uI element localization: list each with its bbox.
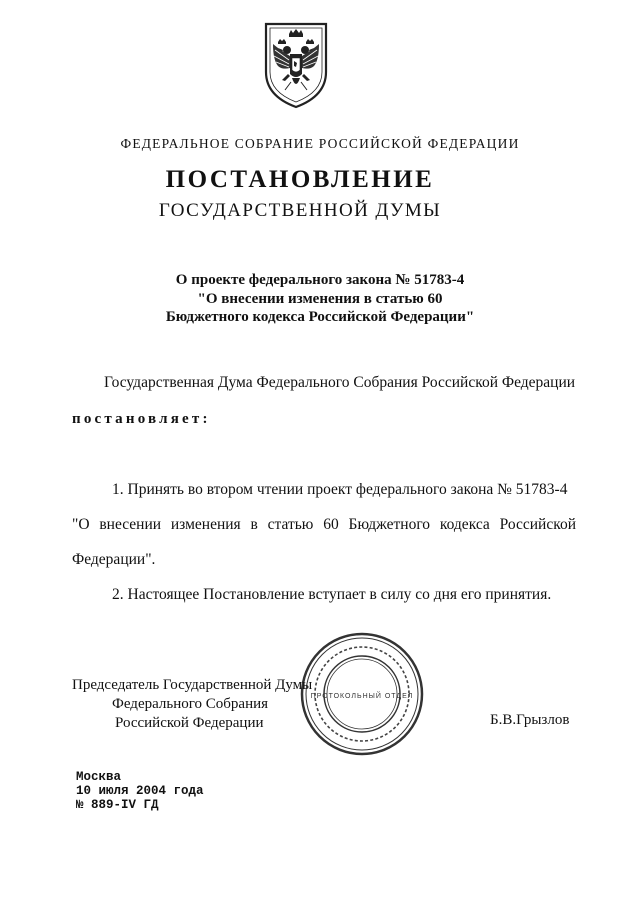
organization-name: ФЕДЕРАЛЬНОЕ СОБРАНИЕ РОССИЙСКОЙ ФЕДЕРАЦИИ — [120, 136, 520, 151]
document-subject — [0, 271, 640, 327]
item-1-line-1: 1. Принять во втором чтении проект федерального закона № 51783-4 — [112, 481, 568, 498]
signatory-position-line-3: Российской Федерации — [115, 715, 264, 731]
footer-city: Москва — [76, 770, 122, 784]
signatory-position-line-2: Федерального Собрания — [112, 696, 269, 712]
intro-paragraph: Государственная Дума Федерального Собрания Российской Федерации — [104, 374, 576, 391]
subject-line-2: "О внесении изменения в статью 60 — [197, 290, 443, 307]
signatory-position — [72, 676, 312, 733]
coat-of-arms-emblem — [260, 20, 332, 110]
decree-word: постановляет: — [72, 411, 211, 427]
russian-coat-of-arms-icon — [260, 20, 332, 110]
footer-date: 10 июля 2004 года — [76, 784, 204, 798]
official-stamp — [298, 630, 426, 758]
item-2-paragraph: 2. Настоящее Постановление вступает в силу со дня его принятия. — [112, 586, 552, 603]
subject-line-3: Бюджетного кодекса Российской Федерации" — [165, 309, 475, 325]
item-1-line-2: "О внесении изменения в статью 60 Бюджетного кодекса Российской — [72, 516, 576, 533]
signatory-name: Б.В.Грызлов — [490, 712, 570, 728]
signatory-position-line-1: Председатель Государственной Думы — [72, 677, 313, 693]
document-title: ПОСТАНОВЛЕНИЕ — [165, 166, 435, 193]
footer-number: № 889-IV ГД — [76, 798, 159, 812]
subject-line-1: О проекте федерального закона № 51783-4 — [175, 272, 465, 288]
document-footer — [76, 770, 204, 812]
stamp-center-text: ПРОТОКОЛЬНЫЙ ОТДЕЛ — [310, 693, 414, 700]
item-1-line-3: Федерации". — [72, 551, 156, 568]
document-subtitle: ГОСУДАРСТВЕННОЙ ДУМЫ — [158, 200, 442, 221]
official-round-stamp-icon — [298, 630, 426, 758]
